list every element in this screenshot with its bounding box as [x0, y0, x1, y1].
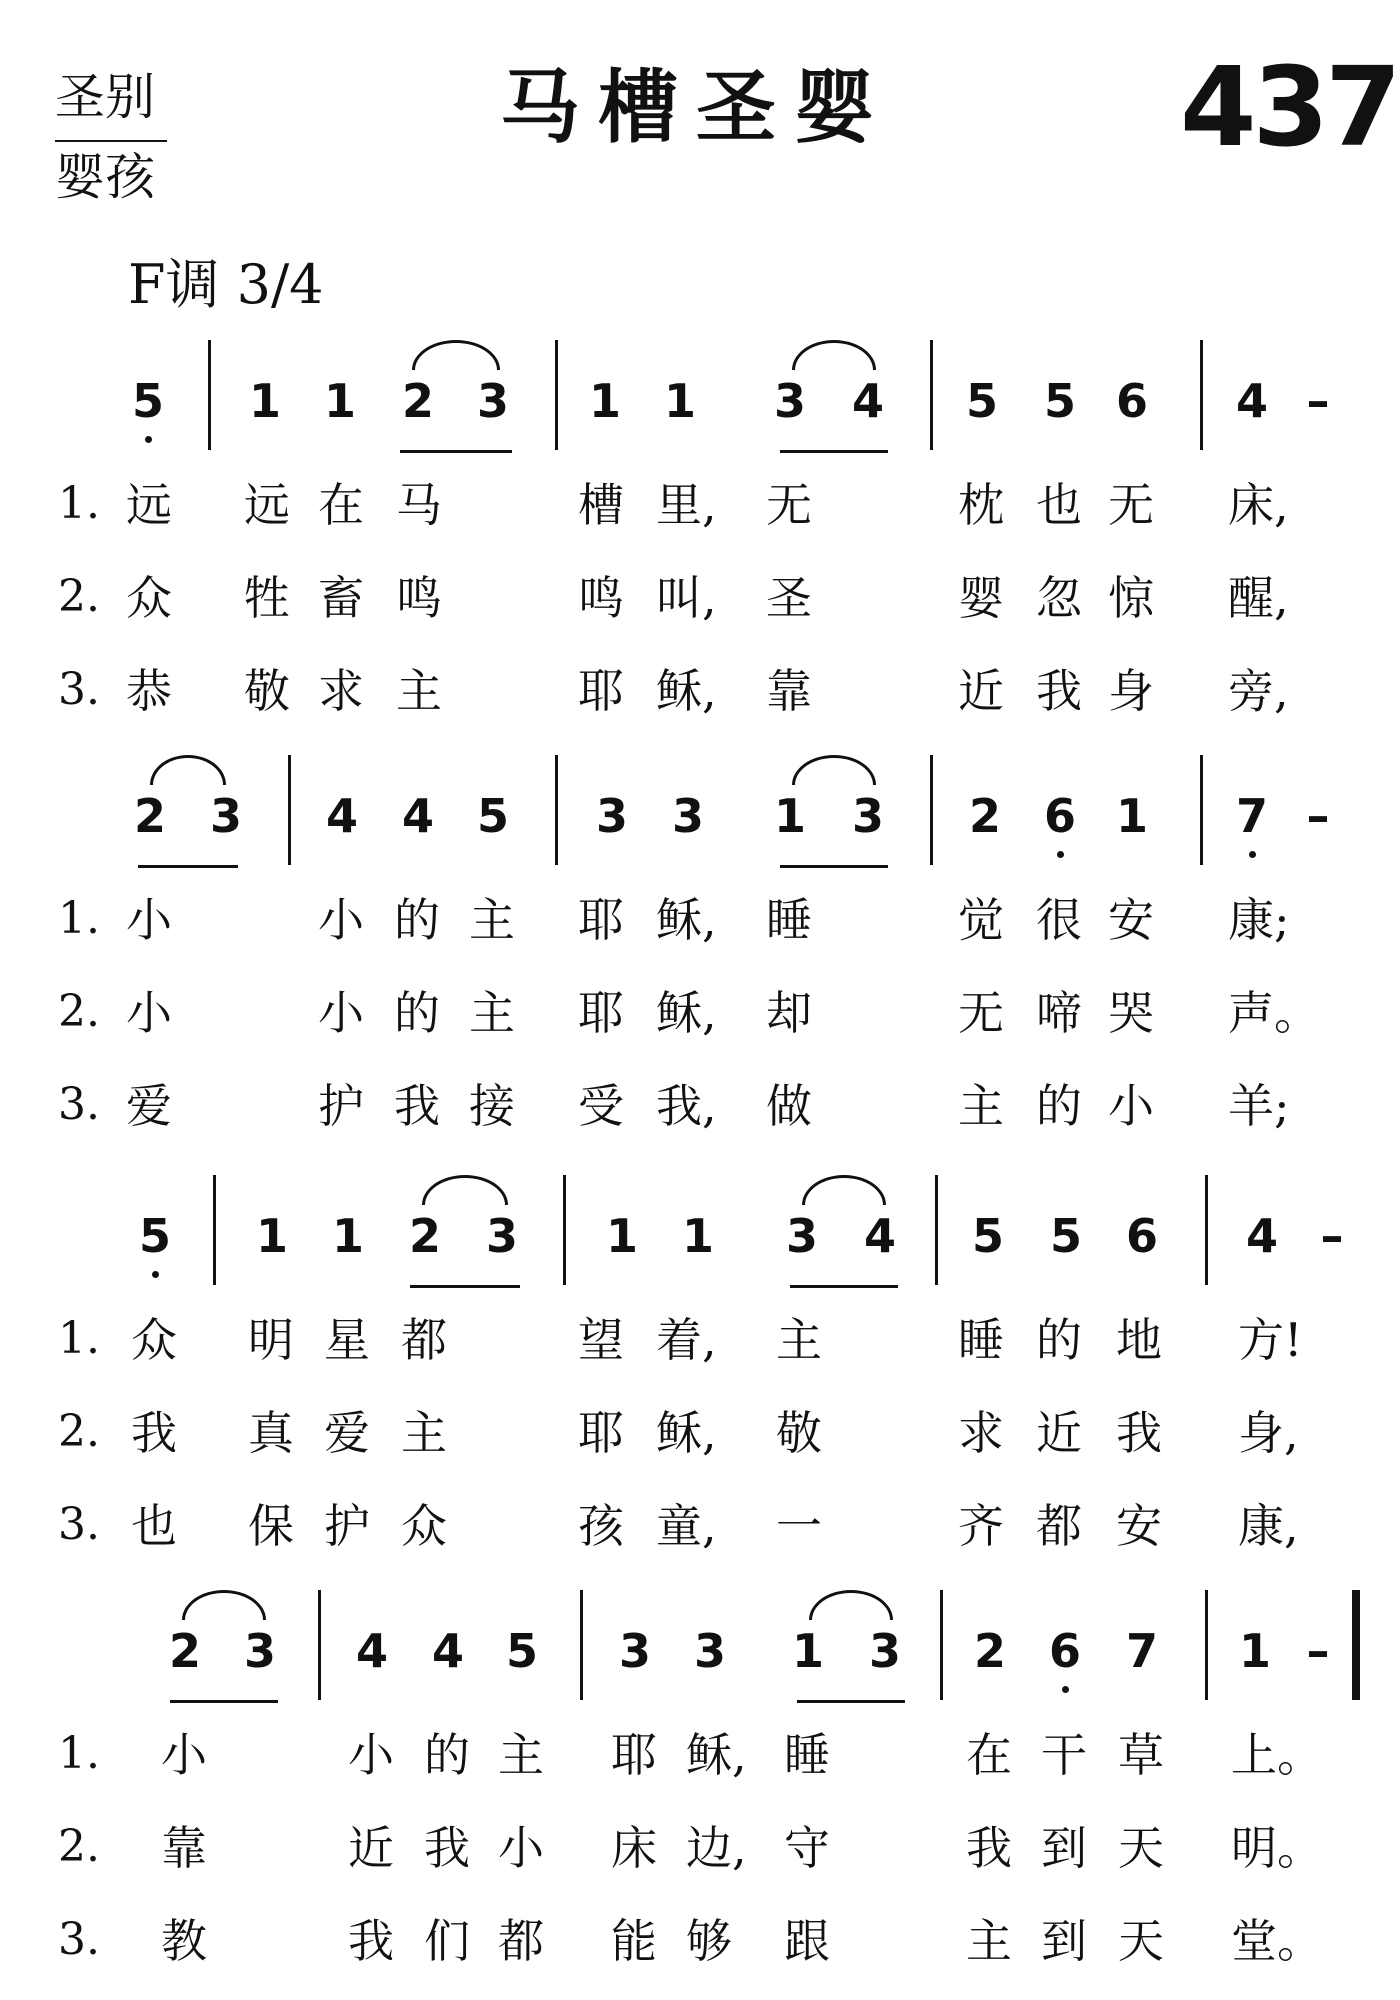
lyric-syllable: 主 — [958, 1079, 1004, 1133]
verse-number: 3. — [58, 1499, 100, 1550]
lyric-syllable: 天 — [1118, 1821, 1164, 1875]
note: 5 — [138, 1209, 171, 1263]
lyric-syllable: 很 — [1036, 893, 1082, 947]
music-system — [0, 340, 1400, 740]
lyric-syllable: 天 — [1118, 1914, 1164, 1968]
lyric-syllable: 远 — [126, 478, 172, 532]
note: 5 — [131, 374, 164, 428]
note: 3 — [785, 1209, 818, 1263]
slur — [150, 755, 226, 785]
lyric-syllable: 做 — [766, 1079, 812, 1133]
lyric-syllable: 无 — [1108, 478, 1154, 532]
lyric-syllable: 求 — [318, 664, 364, 718]
note: 1 — [773, 789, 806, 843]
note: 2 — [401, 374, 434, 428]
note: 3 — [851, 789, 884, 843]
note: 3 — [693, 1624, 726, 1678]
note: 3 — [671, 789, 704, 843]
bar-line — [208, 340, 211, 450]
lyric-syllable: 我 — [394, 1079, 440, 1133]
bar-line — [930, 340, 933, 450]
lyric-syllable: 耶 — [578, 986, 624, 1040]
lyric-syllable: 啼 — [1036, 986, 1082, 1040]
note: 5 — [965, 374, 998, 428]
lyric-syllable: 也 — [1036, 478, 1082, 532]
lyric-syllable: 小 — [498, 1821, 544, 1875]
bar-line — [1200, 755, 1203, 865]
lyric-syllable: 的 — [394, 893, 440, 947]
lyric-syllable: 明。 — [1231, 1821, 1323, 1875]
slur — [792, 340, 876, 370]
lyric-syllable: 也 — [131, 1499, 177, 1553]
category-divider — [55, 140, 167, 142]
lyric-syllable: 小 — [161, 1728, 207, 1782]
lyric-syllable: 靠 — [161, 1821, 207, 1875]
lyric-syllable: 耶 — [611, 1728, 657, 1782]
lyric-syllable: 主 — [966, 1914, 1012, 1968]
lyric-syllable: 爱 — [126, 1079, 172, 1133]
lyric-syllable: 堂。 — [1231, 1914, 1323, 1968]
lyric-syllable: 的 — [1036, 1079, 1082, 1133]
lyric-syllable: 地 — [1116, 1313, 1162, 1367]
note: 4 — [401, 789, 434, 843]
verse-number: 2. — [58, 1406, 100, 1457]
lyric-syllable: 主 — [469, 986, 515, 1040]
lyric-syllable: 睡 — [766, 893, 812, 947]
lyric-syllable: 保 — [248, 1499, 294, 1553]
note: 6 — [1048, 1624, 1081, 1678]
note: 5 — [1049, 1209, 1082, 1263]
lyric-syllable: 忽 — [1036, 571, 1082, 625]
lyric-syllable: 的 — [394, 986, 440, 1040]
lyric-syllable: 上。 — [1231, 1728, 1323, 1782]
lyric-syllable: 槽 — [578, 478, 624, 532]
bar-line — [1205, 1590, 1208, 1700]
lyric-syllable: 羊; — [1228, 1079, 1290, 1133]
verse-number: 1. — [58, 893, 100, 944]
lyric-syllable: 圣 — [766, 571, 812, 625]
key-signature: F调 3/4 — [128, 253, 324, 316]
lyric-syllable: 旁, — [1228, 664, 1289, 718]
lyric-syllable: 稣, — [656, 1406, 717, 1460]
lyric-syllable: 主 — [401, 1406, 447, 1460]
lyric-syllable: 求 — [958, 1406, 1004, 1460]
note: 5 — [505, 1624, 538, 1678]
note: 5 — [476, 789, 509, 843]
lyric-syllable: 干 — [1041, 1728, 1087, 1782]
verse-number: 2. — [58, 571, 100, 622]
lyric-syllable: 我 — [966, 1821, 1012, 1875]
lyric-syllable: 无 — [766, 478, 812, 532]
lyric-syllable: 众 — [401, 1499, 447, 1553]
eighth-underline — [170, 1700, 278, 1703]
note: 2 — [133, 789, 166, 843]
eighth-underline — [410, 1285, 520, 1288]
eighth-underline — [780, 865, 888, 868]
lyric-syllable: 守 — [784, 1821, 830, 1875]
bar-line — [1205, 1175, 1208, 1285]
music-system — [0, 755, 1400, 1155]
lyric-syllable: 恭 — [126, 664, 172, 718]
bar-line — [1200, 340, 1203, 450]
lyric-syllable: 小 — [126, 986, 172, 1040]
lyric-syllable: 护 — [324, 1499, 370, 1553]
note: 7 — [1235, 789, 1268, 843]
lyric-syllable: 我 — [131, 1406, 177, 1460]
lyric-syllable: 的 — [1036, 1313, 1082, 1367]
lyric-syllable: 近 — [1036, 1406, 1082, 1460]
slur — [182, 1590, 266, 1620]
lyric-syllable: 叫, — [656, 571, 717, 625]
category-top: 圣别 — [55, 68, 155, 126]
lyric-syllable: 我 — [1036, 664, 1082, 718]
lyric-syllable: 主 — [396, 664, 442, 718]
lyric-syllable: 床 — [611, 1821, 657, 1875]
verse-number: 2. — [58, 1821, 100, 1872]
note: 4 — [355, 1624, 388, 1678]
lyric-syllable: 童, — [656, 1499, 717, 1553]
lyric-syllable: 觉 — [958, 893, 1004, 947]
lyric-syllable: 小 — [318, 986, 364, 1040]
eighth-underline — [138, 865, 238, 868]
lyric-syllable: 我 — [348, 1914, 394, 1968]
note: 3 — [243, 1624, 276, 1678]
lyric-syllable: 床, — [1228, 478, 1289, 532]
lyric-syllable: 康; — [1228, 893, 1290, 947]
lyric-syllable: 小 — [126, 893, 172, 947]
note: 6 — [1125, 1209, 1158, 1263]
lyric-syllable: 敬 — [244, 664, 290, 718]
lyric-syllable: 受 — [578, 1079, 624, 1133]
final-bar-line — [1352, 1590, 1360, 1700]
note: 2 — [968, 789, 1001, 843]
lyric-syllable: 我, — [656, 1079, 717, 1133]
lower-octave-dot — [1249, 851, 1256, 858]
hold-dash: – — [1306, 789, 1330, 843]
note: 3 — [618, 1624, 651, 1678]
eighth-underline — [797, 1700, 905, 1703]
bar-line — [288, 755, 291, 865]
note: 1 — [588, 374, 621, 428]
lyric-syllable: 睡 — [958, 1313, 1004, 1367]
lyric-syllable: 着, — [656, 1313, 717, 1367]
bar-line — [555, 340, 558, 450]
note: 3 — [773, 374, 806, 428]
lyric-syllable: 小 — [1108, 1079, 1154, 1133]
lyric-syllable: 的 — [424, 1728, 470, 1782]
lyric-syllable: 星 — [324, 1313, 370, 1367]
note: 3 — [868, 1624, 901, 1678]
note: 2 — [168, 1624, 201, 1678]
lyric-syllable: 都 — [498, 1914, 544, 1968]
note: 1 — [681, 1209, 714, 1263]
note: 1 — [663, 374, 696, 428]
verse-number: 3. — [58, 1914, 100, 1965]
lyric-syllable: 身 — [1108, 664, 1154, 718]
music-system — [0, 1590, 1400, 1990]
lyric-syllable: 无 — [958, 986, 1004, 1040]
lyric-syllable: 耶 — [578, 664, 624, 718]
note: 1 — [255, 1209, 288, 1263]
lyric-syllable: 哭 — [1108, 986, 1154, 1040]
lyric-syllable: 明 — [248, 1313, 294, 1367]
lyric-syllable: 醒, — [1228, 571, 1289, 625]
hymn-number: 437 — [1180, 43, 1398, 171]
lyric-syllable: 耶 — [578, 893, 624, 947]
category-bottom: 婴孩 — [55, 148, 155, 206]
note: 2 — [408, 1209, 441, 1263]
note: 1 — [248, 374, 281, 428]
bar-line — [930, 755, 933, 865]
lyric-syllable: 跟 — [784, 1914, 830, 1968]
lyric-syllable: 主 — [498, 1728, 544, 1782]
verse-number: 1. — [58, 1313, 100, 1364]
lyric-syllable: 耶 — [578, 1406, 624, 1460]
note: 1 — [605, 1209, 638, 1263]
lyric-syllable: 接 — [469, 1079, 515, 1133]
lyric-syllable: 主 — [776, 1313, 822, 1367]
note: 4 — [863, 1209, 896, 1263]
hold-dash: – — [1306, 1624, 1330, 1678]
note: 1 — [1238, 1624, 1271, 1678]
note: 7 — [1125, 1624, 1158, 1678]
lyric-syllable: 鸣 — [396, 571, 442, 625]
lyric-syllable: 婴 — [958, 571, 1004, 625]
lyric-syllable: 孩 — [578, 1499, 624, 1553]
lyric-syllable: 主 — [469, 893, 515, 947]
lyric-syllable: 惊 — [1108, 571, 1154, 625]
lyric-syllable: 畜 — [318, 571, 364, 625]
note: 4 — [325, 789, 358, 843]
eighth-underline — [790, 1285, 898, 1288]
bar-line — [935, 1175, 938, 1285]
lyric-syllable: 稣, — [686, 1728, 747, 1782]
music-system — [0, 1175, 1400, 1575]
lyric-syllable: 到 — [1041, 1821, 1087, 1875]
bar-line — [563, 1175, 566, 1285]
note: 4 — [431, 1624, 464, 1678]
lyric-syllable: 爱 — [324, 1406, 370, 1460]
lyric-syllable: 真 — [248, 1406, 294, 1460]
lower-octave-dot — [152, 1271, 159, 1278]
lyric-syllable: 鸣 — [578, 571, 624, 625]
lyric-syllable: 枕 — [958, 478, 1004, 532]
bar-line — [213, 1175, 216, 1285]
bar-line — [555, 755, 558, 865]
lower-octave-dot — [1062, 1686, 1069, 1693]
lyric-syllable: 睡 — [784, 1728, 830, 1782]
bar-line — [940, 1590, 943, 1700]
eighth-underline — [400, 450, 512, 453]
note: 5 — [1043, 374, 1076, 428]
note: 4 — [1245, 1209, 1278, 1263]
lower-octave-dot — [1057, 851, 1064, 858]
lyric-syllable: 我 — [424, 1821, 470, 1875]
lyric-syllable: 安 — [1108, 893, 1154, 947]
verse-number: 2. — [58, 986, 100, 1037]
bar-line — [580, 1590, 583, 1700]
verse-number: 3. — [58, 664, 100, 715]
hold-dash: – — [1320, 1209, 1344, 1263]
lyric-syllable: 到 — [1041, 1914, 1087, 1968]
note: 1 — [323, 374, 356, 428]
lyric-syllable: 里, — [656, 478, 717, 532]
verse-number: 3. — [58, 1079, 100, 1130]
lyric-syllable: 方! — [1238, 1313, 1303, 1367]
lower-octave-dot — [145, 436, 152, 443]
lyric-syllable: 小 — [318, 893, 364, 947]
lyric-syllable: 众 — [126, 571, 172, 625]
note: 3 — [595, 789, 628, 843]
lyric-syllable: 草 — [1118, 1728, 1164, 1782]
verse-number: 1. — [58, 478, 100, 529]
lyric-syllable: 声。 — [1228, 986, 1320, 1040]
slur — [792, 755, 876, 785]
lyric-syllable: 安 — [1116, 1499, 1162, 1553]
lyric-syllable: 在 — [966, 1728, 1012, 1782]
lyric-syllable: 敬 — [776, 1406, 822, 1460]
slur — [809, 1590, 893, 1620]
note: 1 — [331, 1209, 364, 1263]
eighth-underline — [780, 450, 888, 453]
lyric-syllable: 能 — [611, 1914, 657, 1968]
lyric-syllable: 近 — [348, 1821, 394, 1875]
verse-number: 1. — [58, 1728, 100, 1779]
lyric-syllable: 小 — [348, 1728, 394, 1782]
lyric-syllable: 齐 — [958, 1499, 1004, 1553]
note: 1 — [1115, 789, 1148, 843]
lyric-syllable: 教 — [161, 1914, 207, 1968]
note: 3 — [476, 374, 509, 428]
lyric-syllable: 我 — [1116, 1406, 1162, 1460]
lyric-syllable: 康, — [1238, 1499, 1299, 1553]
lyric-syllable: 一 — [776, 1499, 822, 1553]
hymn-title: 马槽圣婴 — [500, 61, 892, 154]
lyric-syllable: 边, — [686, 1821, 747, 1875]
note: 1 — [791, 1624, 824, 1678]
lyric-syllable: 都 — [401, 1313, 447, 1367]
lyric-syllable: 望 — [578, 1313, 624, 1367]
lyric-syllable: 们 — [424, 1914, 470, 1968]
note: 2 — [973, 1624, 1006, 1678]
lyric-syllable: 马 — [396, 478, 442, 532]
slur — [422, 1175, 508, 1205]
note: 6 — [1043, 789, 1076, 843]
slur — [802, 1175, 886, 1205]
lyric-syllable: 稣, — [656, 664, 717, 718]
bar-line — [318, 1590, 321, 1700]
slur — [412, 340, 500, 370]
lyric-syllable: 牲 — [244, 571, 290, 625]
lyric-syllable: 够 — [686, 1914, 732, 1968]
note: 4 — [851, 374, 884, 428]
note: 3 — [485, 1209, 518, 1263]
lyric-syllable: 靠 — [766, 664, 812, 718]
lyric-syllable: 却 — [766, 986, 812, 1040]
lyric-syllable: 在 — [318, 478, 364, 532]
note: 3 — [209, 789, 242, 843]
lyric-syllable: 稣, — [656, 986, 717, 1040]
lyric-syllable: 身, — [1238, 1406, 1299, 1460]
lyric-syllable: 众 — [131, 1313, 177, 1367]
hold-dash: – — [1306, 374, 1330, 428]
lyric-syllable: 护 — [318, 1079, 364, 1133]
note: 6 — [1115, 374, 1148, 428]
lyric-syllable: 稣, — [656, 893, 717, 947]
lyric-syllable: 都 — [1036, 1499, 1082, 1553]
note: 5 — [971, 1209, 1004, 1263]
lyric-syllable: 近 — [958, 664, 1004, 718]
note: 4 — [1235, 374, 1268, 428]
lyric-syllable: 远 — [244, 478, 290, 532]
